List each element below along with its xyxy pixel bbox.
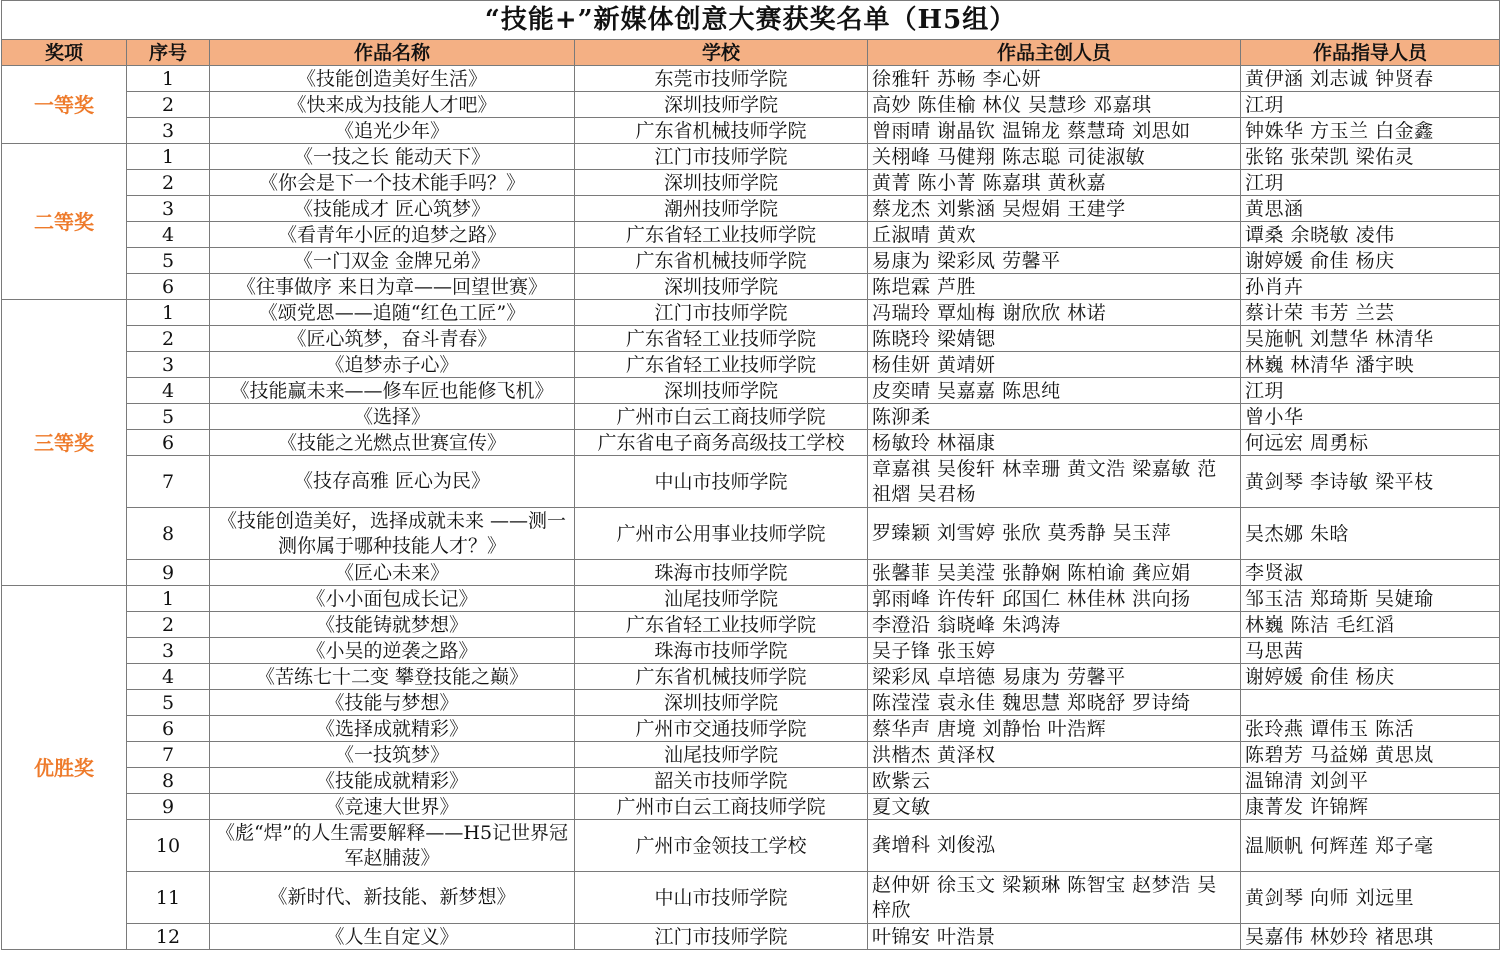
work-title-cell: 《选择》 <box>210 404 575 430</box>
work-title-cell: 《技存高雅 匠心为民》 <box>210 456 575 508</box>
creators-cell: 吴子锋 张玉婷 <box>868 638 1241 664</box>
school-cell: 广东省机械技师学院 <box>575 248 868 274</box>
creators-cell: 洪楷杰 黄泽权 <box>868 742 1241 768</box>
mentors-cell: 江玥 <box>1241 170 1500 196</box>
mentors-cell: 黄剑琴 向师 刘远里 <box>1241 872 1500 924</box>
mentors-cell: 黄伊涵 刘志诚 钟贤春 <box>1241 66 1500 92</box>
table-row <box>2 170 1500 196</box>
number-cell: 6 <box>127 716 210 742</box>
creators-cell: 高妙 陈佳榆 林仪 吴慧珍 邓嘉琪 <box>868 92 1241 118</box>
number-cell: 7 <box>127 742 210 768</box>
mentors-cell: 马思茜 <box>1241 638 1500 664</box>
work-title-cell: 《一技筑梦》 <box>210 742 575 768</box>
school-cell: 江门市技师学院 <box>575 144 868 170</box>
school-cell: 珠海市技师学院 <box>575 560 868 586</box>
school-cell: 潮州技师学院 <box>575 196 868 222</box>
creators-cell: 李澄沿 翁晓峰 朱鸿涛 <box>868 612 1241 638</box>
school-cell: 广东省机械技师学院 <box>575 664 868 690</box>
mentors-cell: 钟姝华 方玉兰 白金鑫 <box>1241 118 1500 144</box>
school-cell: 广东省轻工业技师学院 <box>575 612 868 638</box>
number-cell: 2 <box>127 92 210 118</box>
number-cell: 8 <box>127 508 210 560</box>
number-cell: 11 <box>127 872 210 924</box>
work-title-cell: 《匠心未来》 <box>210 560 575 586</box>
creators-cell: 梁彩凤 卓培德 易康为 劳馨平 <box>868 664 1241 690</box>
creators-cell: 郭雨峰 许传轩 邱国仁 林佳林 洪向扬 <box>868 586 1241 612</box>
creators-cell: 章嘉祺 吴俊轩 林幸珊 黄文浩 梁嘉敏 范祖熠 吴君杨 <box>868 456 1241 508</box>
table-row <box>2 794 1500 820</box>
school-cell: 江门市技师学院 <box>575 300 868 326</box>
table-row <box>2 664 1500 690</box>
work-title-cell: 《技能成就精彩》 <box>210 768 575 794</box>
mentors-cell: 谭桑 余晓敏 凌伟 <box>1241 222 1500 248</box>
mentors-cell: 吴嘉伟 林妙玲 褚思琪 <box>1241 924 1500 950</box>
work-title-cell: 《人生自定义》 <box>210 924 575 950</box>
table-row <box>2 560 1500 586</box>
mentors-cell: 黄剑琴 李诗敏 梁平枝 <box>1241 456 1500 508</box>
table-row <box>2 222 1500 248</box>
creators-cell: 龚增科 刘俊泓 <box>868 820 1241 872</box>
creators-cell: 杨敏玲 林福康 <box>868 430 1241 456</box>
work-title-cell: 《竞速大世界》 <box>210 794 575 820</box>
work-title-cell: 《小吴的逆袭之路》 <box>210 638 575 664</box>
school-cell: 珠海市技师学院 <box>575 638 868 664</box>
number-cell: 9 <box>127 560 210 586</box>
table-row <box>2 300 1500 326</box>
number-cell: 3 <box>127 352 210 378</box>
mentors-cell <box>1241 690 1500 716</box>
school-cell: 广州市公用事业技师学院 <box>575 508 868 560</box>
mentors-cell: 吴杰娜 朱晗 <box>1241 508 1500 560</box>
mentors-cell: 吴施帆 刘慧华 林清华 <box>1241 326 1500 352</box>
mentors-cell: 孙肖卉 <box>1241 274 1500 300</box>
school-cell: 广州市白云工商技师学院 <box>575 404 868 430</box>
number-cell: 10 <box>127 820 210 872</box>
creators-cell: 张馨菲 吴美滢 张静娴 陈柏谕 龚应娟 <box>868 560 1241 586</box>
number-cell: 2 <box>127 326 210 352</box>
mentors-cell: 曾小华 <box>1241 404 1500 430</box>
mentors-cell: 江玥 <box>1241 92 1500 118</box>
table-row <box>2 924 1500 950</box>
table-row <box>2 716 1500 742</box>
mentors-cell: 李贤淑 <box>1241 560 1500 586</box>
school-cell: 广东省电子商务高级技工学校 <box>575 430 868 456</box>
award-level-cell: 三等奖 <box>2 300 127 586</box>
creators-cell: 蔡龙杰 刘紫涵 吴煜娟 王建学 <box>868 196 1241 222</box>
school-cell: 东莞市技师学院 <box>575 66 868 92</box>
award-level-cell: 优胜奖 <box>2 586 127 950</box>
table-row <box>2 872 1500 924</box>
header-creators: 作品主创人员 <box>868 40 1241 66</box>
school-cell: 深圳技师学院 <box>575 170 868 196</box>
creators-cell: 叶锦安 叶浩景 <box>868 924 1241 950</box>
mentors-cell: 江玥 <box>1241 378 1500 404</box>
table-row <box>2 66 1500 92</box>
number-cell: 6 <box>127 274 210 300</box>
table-row <box>2 768 1500 794</box>
work-title-cell: 《技能赢未来——修车匠也能修飞机》 <box>210 378 575 404</box>
school-cell: 深圳技师学院 <box>575 690 868 716</box>
table-row <box>2 352 1500 378</box>
mentors-cell: 谢婷媛 俞佳 杨庆 <box>1241 664 1500 690</box>
page-title: “技能+”新媒体创意大赛获奖名单（H5组） <box>2 1 1500 40</box>
work-title-cell: 《往事做序 来日为章——回望世赛》 <box>210 274 575 300</box>
table-row <box>2 248 1500 274</box>
number-cell: 5 <box>127 690 210 716</box>
number-cell: 4 <box>127 664 210 690</box>
mentors-cell: 谢婷媛 俞佳 杨庆 <box>1241 248 1500 274</box>
table-row <box>2 274 1500 300</box>
creators-cell: 徐雅轩 苏畅 李心妍 <box>868 66 1241 92</box>
work-title-cell: 《新时代、新技能、新梦想》 <box>210 872 575 924</box>
number-cell: 1 <box>127 300 210 326</box>
work-title-cell: 《小小面包成长记》 <box>210 586 575 612</box>
creators-cell: 关栩峰 马健翔 陈志聪 司徒淑敏 <box>868 144 1241 170</box>
mentors-cell: 林巍 陈洁 毛红滔 <box>1241 612 1500 638</box>
mentors-cell: 温锦清 刘剑平 <box>1241 768 1500 794</box>
creators-cell: 黄菁 陈小菁 陈嘉琪 黄秋嘉 <box>868 170 1241 196</box>
header-row <box>2 40 1500 66</box>
mentors-cell: 何远宏 周勇标 <box>1241 430 1500 456</box>
table-row <box>2 144 1500 170</box>
work-title-cell: 《匠心筑梦，奋斗青春》 <box>210 326 575 352</box>
number-cell: 5 <box>127 248 210 274</box>
school-cell: 韶关市技师学院 <box>575 768 868 794</box>
creators-cell: 皮奕晴 吴嘉嘉 陈思纯 <box>868 378 1241 404</box>
mentors-cell: 陈碧芳 马益娣 黄思岚 <box>1241 742 1500 768</box>
table-row <box>2 326 1500 352</box>
creators-cell: 丘淑晴 黄欢 <box>868 222 1241 248</box>
work-title-cell: 《追光少年》 <box>210 118 575 144</box>
table-row <box>2 196 1500 222</box>
number-cell: 1 <box>127 66 210 92</box>
work-title-cell: 《看青年小匠的追梦之路》 <box>210 222 575 248</box>
creators-cell: 陈泖柔 <box>868 404 1241 430</box>
award-level-cell: 一等奖 <box>2 66 127 144</box>
work-title-cell: 《选择成就精彩》 <box>210 716 575 742</box>
table-row <box>2 820 1500 872</box>
school-cell: 广东省机械技师学院 <box>575 118 868 144</box>
number-cell: 6 <box>127 430 210 456</box>
table-row <box>2 378 1500 404</box>
table-row <box>2 92 1500 118</box>
header-number: 序号 <box>127 40 210 66</box>
school-cell: 中山市技师学院 <box>575 456 868 508</box>
number-cell: 2 <box>127 612 210 638</box>
table-row <box>2 430 1500 456</box>
work-title-cell: 《一门双金 金牌兄弟》 <box>210 248 575 274</box>
work-title-cell: 《技能铸就梦想》 <box>210 612 575 638</box>
creators-cell: 蔡华声 唐境 刘静怡 叶浩辉 <box>868 716 1241 742</box>
award-table <box>1 0 1500 950</box>
table-row <box>2 690 1500 716</box>
mentors-cell: 张铭 张荣凯 梁佑灵 <box>1241 144 1500 170</box>
school-cell: 广东省轻工业技师学院 <box>575 352 868 378</box>
creators-cell: 欧紫云 <box>868 768 1241 794</box>
header-school: 学校 <box>575 40 868 66</box>
creators-cell: 陈垲霖 芦胜 <box>868 274 1241 300</box>
work-title-cell: 《技能创造美好，选择成就未来 ——测一测你属于哪种技能人才？》 <box>210 508 575 560</box>
table-row <box>2 456 1500 508</box>
mentors-cell: 康菁发 许锦辉 <box>1241 794 1500 820</box>
mentors-cell: 邹玉洁 郑琦斯 吴婕瑜 <box>1241 586 1500 612</box>
school-cell: 江门市技师学院 <box>575 924 868 950</box>
number-cell: 3 <box>127 638 210 664</box>
work-title-cell: 《追梦赤子心》 <box>210 352 575 378</box>
school-cell: 广东省轻工业技师学院 <box>575 222 868 248</box>
award-level-cell: 二等奖 <box>2 144 127 300</box>
number-cell: 4 <box>127 222 210 248</box>
school-cell: 汕尾技师学院 <box>575 586 868 612</box>
number-cell: 1 <box>127 586 210 612</box>
number-cell: 8 <box>127 768 210 794</box>
mentors-cell: 黄思涵 <box>1241 196 1500 222</box>
table-row <box>2 404 1500 430</box>
number-cell: 2 <box>127 170 210 196</box>
creators-cell: 陈滢滢 袁永佳 魏思慧 郑晓舒 罗诗绮 <box>868 690 1241 716</box>
mentors-cell: 蔡计荣 韦芳 兰芸 <box>1241 300 1500 326</box>
number-cell: 9 <box>127 794 210 820</box>
number-cell: 12 <box>127 924 210 950</box>
table-row <box>2 638 1500 664</box>
school-cell: 广州市白云工商技师学院 <box>575 794 868 820</box>
work-title-cell: 《技能成才 匠心筑梦》 <box>210 196 575 222</box>
creators-cell: 罗臻颖 刘雪婷 张欣 莫秀静 吴玉萍 <box>868 508 1241 560</box>
school-cell: 广州市交通技师学院 <box>575 716 868 742</box>
header-work-title: 作品名称 <box>210 40 575 66</box>
work-title-cell: 《彪“焊”的人生需要解释——H5记世界冠军赵脯菠》 <box>210 820 575 872</box>
creators-cell: 杨佳妍 黄靖妍 <box>868 352 1241 378</box>
table-row <box>2 742 1500 768</box>
creators-cell: 易康为 梁彩凤 劳馨平 <box>868 248 1241 274</box>
mentors-cell: 张玲燕 谭伟玉 陈活 <box>1241 716 1500 742</box>
header-mentors: 作品指导人员 <box>1241 40 1500 66</box>
number-cell: 7 <box>127 456 210 508</box>
creators-cell: 曾雨晴 谢晶钦 温锦龙 蔡慧琦 刘思如 <box>868 118 1241 144</box>
work-title-cell: 《技能创造美好生活》 <box>210 66 575 92</box>
school-cell: 深圳技师学院 <box>575 92 868 118</box>
header-award: 奖项 <box>2 40 127 66</box>
creators-cell: 赵仲妍 徐玉文 梁颖琳 陈智宝 赵梦浩 吴梓欣 <box>868 872 1241 924</box>
mentors-cell: 温顺帆 何辉莲 郑子毫 <box>1241 820 1500 872</box>
school-cell: 中山市技师学院 <box>575 872 868 924</box>
work-title-cell: 《一技之长 能动天下》 <box>210 144 575 170</box>
school-cell: 广州市金领技工学校 <box>575 820 868 872</box>
work-title-cell: 《技能之光燃点世赛宣传》 <box>210 430 575 456</box>
creators-cell: 冯瑞玲 覃灿梅 谢欣欣 林诺 <box>868 300 1241 326</box>
work-title-cell: 《颂党恩——追随“红色工匠”》 <box>210 300 575 326</box>
number-cell: 4 <box>127 378 210 404</box>
work-title-cell: 《技能与梦想》 <box>210 690 575 716</box>
table-row <box>2 586 1500 612</box>
work-title-cell: 《苦练七十二变 攀登技能之巅》 <box>210 664 575 690</box>
school-cell: 广东省轻工业技师学院 <box>575 326 868 352</box>
work-title-cell: 《你会是下一个技术能手吗？》 <box>210 170 575 196</box>
number-cell: 5 <box>127 404 210 430</box>
creators-cell: 陈晓玲 梁婧锶 <box>868 326 1241 352</box>
mentors-cell: 林巍 林清华 潘宇映 <box>1241 352 1500 378</box>
table-row <box>2 508 1500 560</box>
creators-cell: 夏文敏 <box>868 794 1241 820</box>
work-title-cell: 《快来成为技能人才吧》 <box>210 92 575 118</box>
school-cell: 深圳技师学院 <box>575 274 868 300</box>
school-cell: 汕尾技师学院 <box>575 742 868 768</box>
number-cell: 3 <box>127 196 210 222</box>
table-body <box>2 66 1500 950</box>
school-cell: 深圳技师学院 <box>575 378 868 404</box>
number-cell: 1 <box>127 144 210 170</box>
number-cell: 3 <box>127 118 210 144</box>
table-row <box>2 612 1500 638</box>
table-row <box>2 118 1500 144</box>
